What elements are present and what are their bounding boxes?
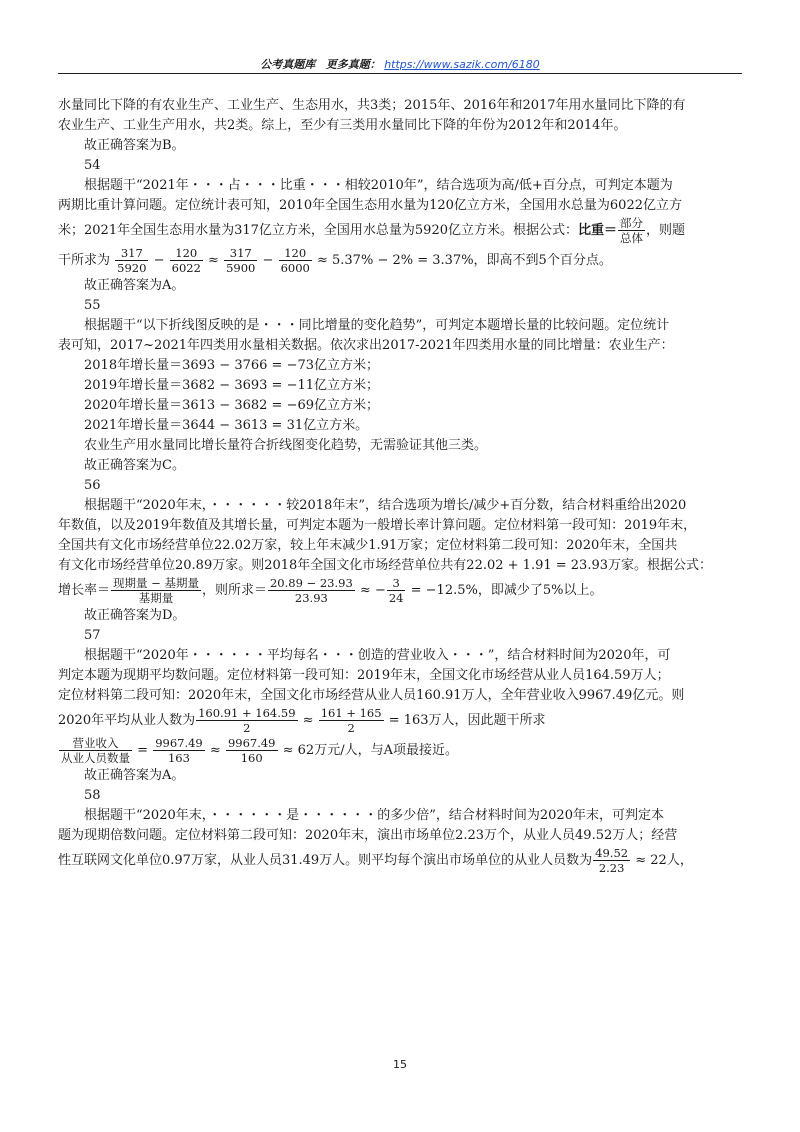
fraction [59,736,132,765]
denominator: 6022 [171,261,201,275]
header-more-label: 更多真题： [325,58,381,71]
fraction [279,246,312,275]
fraction [153,736,205,765]
text-line: 定位材料第二段可知：2020年末，全国文化市场经营从业人员160.91万人，全年营业收入9967.49亿元。则 [58,688,685,703]
calc-line: 2020年增长量＝3613 − 3682 = −69亿立方米； [84,398,380,413]
text-line: 根据题干“2020年末，・・・・・・较2018年末”，结合选项为增长/减少+百分数，结合材料重给出2020 [84,498,687,513]
answer-line: 故正确答案为A。 [84,278,185,293]
formula-line [58,216,742,246]
numerator: 317 [115,246,148,261]
formula-line [58,846,742,876]
formula-line [58,246,742,276]
text-line: 农业生产、工业生产用水，共2类。综上，至少有三类用水量同比下降的年份为2012年和2014年。 [58,118,627,133]
denominator: 163 [167,751,190,765]
fraction [268,576,355,605]
fraction [593,846,630,875]
denominator: 总体 [620,231,643,245]
text-line: 判定本题为现期平均数问题。定位材料第一段可知：2019年末，全国文化市场经营从业人员164.59万人； [58,668,670,683]
answer-line: 故正确答案为D。 [84,608,186,623]
numerator: 营业收入 [59,736,132,751]
numerator: 3 [387,576,406,591]
text-span: ，即高不到5个百分点。 [473,253,612,268]
math-result: ≈ 22人， [635,853,693,868]
math-result: ≈ 5.37% − 2% = 3.37% [316,253,474,268]
question-number: 54 [84,158,101,173]
text-span: 2020年平均从业人数为 [58,713,196,728]
numerator: 160.91 + 164.59 [198,706,296,720]
numerator: 120 [170,246,203,261]
question-number: 55 [84,298,101,313]
operator: − [262,253,274,268]
fraction [618,216,645,245]
denominator: 基期量 [138,591,174,605]
header-label: 公考真题库 [260,58,316,71]
operator: ≈ − [359,583,386,598]
text-line: 题为现期倍数问题。定位材料第二段可知：2020年末，演出市场单位2.23万个，从业人员49.52万人；经营 [58,828,678,843]
calc-line: 2018年增长量＝3693 − 3766 = −73亿立方米； [84,358,380,373]
denominator: 从业人员数量 [61,751,130,765]
page-number: 15 [393,1058,407,1071]
math-result: = −12.5%，即减少了5%以上。 [410,583,603,598]
numerator: 9967.49 [155,736,203,750]
fraction [115,246,148,275]
operator: − [153,253,165,268]
operator: ≈ [208,253,219,268]
text-span: 增长率＝ [58,583,111,598]
text-line: 表可知，2017~2021年四类用水量相关数据。依次求出2017-2021年四类用水量的同比增量：农业生产： [58,338,674,353]
header-link[interactable]: https://www.sazik.com/6180 [384,58,540,71]
denominator: 23.93 [294,591,328,605]
denominator: 2 [347,721,355,735]
text-span: ，则题 [646,223,686,238]
numerator: 20.89 − 23.93 [269,576,353,590]
denominator: 5920 [117,261,147,275]
fraction [196,706,297,735]
formula-line [58,736,742,766]
page-header [0,56,800,72]
formula-label: 比重＝ [577,223,617,238]
numerator: 161 + 165 [320,706,382,720]
text-line: 水量同比下降的有农业生产、工业生产、生态用水，共3类；2015年、2016年和2017年用水量同比下降的有 [58,98,686,113]
text-line: 农业生产用水量同比增长量符合折线图变化趋势，无需验证其他三类。 [84,438,488,453]
operator: ≈ [302,713,314,728]
text-span: = 163万人，因此题干所求 [388,713,546,728]
operator: ≈ [209,743,221,758]
fraction [170,246,203,275]
text-line: 根据题干“2020年末，・・・・・・是・・・・・・的多少倍”，结合材料时间为2020年末，可判定本 [84,808,664,823]
calc-line: 2021年增长量＝3644 − 3613 = 31亿立方米。 [84,418,369,433]
text-span: 米；2021年全国生态用水量为317亿立方米，全国用水总量为5920亿立方米。根据公式： [58,223,578,238]
numerator: 9967.49 [227,736,276,750]
answer-line: 故正确答案为C。 [84,458,185,473]
formula-line [58,706,742,736]
text-span: ，则所求＝ [201,583,267,598]
denominator: 5900 [226,261,256,275]
text-line: 年数值，以及2019年数值及其增长量，可判定本题为一般增长率计算问题。定位材料第一段可知：2019年末， [58,518,697,533]
text-span: 干所求为 [58,253,111,268]
denominator: 24 [388,591,404,605]
fraction [319,706,384,735]
text-line: 根据题干“2021年・・・占・・・比重・・・相较2010年”，结合选项为高/低+百分点，可判定本题为 [84,178,673,193]
math-result: ≈ 62万元/人，与A项最接近。 [282,743,458,758]
text-line: 有文化市场经营单位20.89万家。则2018年全国文化市场经营单位共有22.02 + 1.91 = 23.93万家。根据公式： [58,558,712,573]
calc-line: 2019年增长量＝3682 − 3693 = −11亿立方米； [84,378,380,393]
text-line: 根据题干“以下折线图反映的是・・・同比增量的变化趋势”，可判定本题增长量的比较问题。定位统计 [84,318,670,333]
question-number: 58 [84,788,101,803]
answer-line: 故正确答案为B。 [84,138,185,153]
formula-line [58,576,742,606]
denominator: 2.23 [598,861,625,875]
denominator: 160 [240,751,263,765]
header-divider [58,73,742,74]
fraction [224,246,257,275]
numerator: 49.52 [595,846,629,860]
fraction [111,576,201,605]
fraction [226,736,278,765]
question-number: 56 [84,478,101,493]
numerator: 120 [279,246,312,261]
text-span: 性互联网文化单位0.97万家，从业人员31.49万人。则平均每个演出市场单位的从业人员数为 [58,853,593,868]
fraction [387,576,406,605]
denominator: 2 [243,721,251,735]
answer-line: 故正确答案为A。 [84,768,185,783]
question-number: 57 [84,628,101,643]
operator: = [137,743,149,758]
numerator: 部分 [620,216,643,230]
text-line: 根据题干“2020年・・・・・・平均每名・・・创造的营业收入・・・”，结合材料时间为2020年，可 [84,648,671,663]
denominator: 6000 [280,261,310,275]
numerator: 现期量 − 基期量 [113,576,199,590]
numerator: 317 [224,246,257,261]
document-body [58,96,742,876]
text-line: 全国共有文化市场经营单位22.02万家，较上年末减少1.91万家；定位材料第二段可知：2020年末，全国共 [58,538,678,553]
text-line: 两期比重计算问题。定位统计表可知，2010年全国生态用水量为120亿立方米，全国用水总量为6022亿立方 [58,198,682,213]
